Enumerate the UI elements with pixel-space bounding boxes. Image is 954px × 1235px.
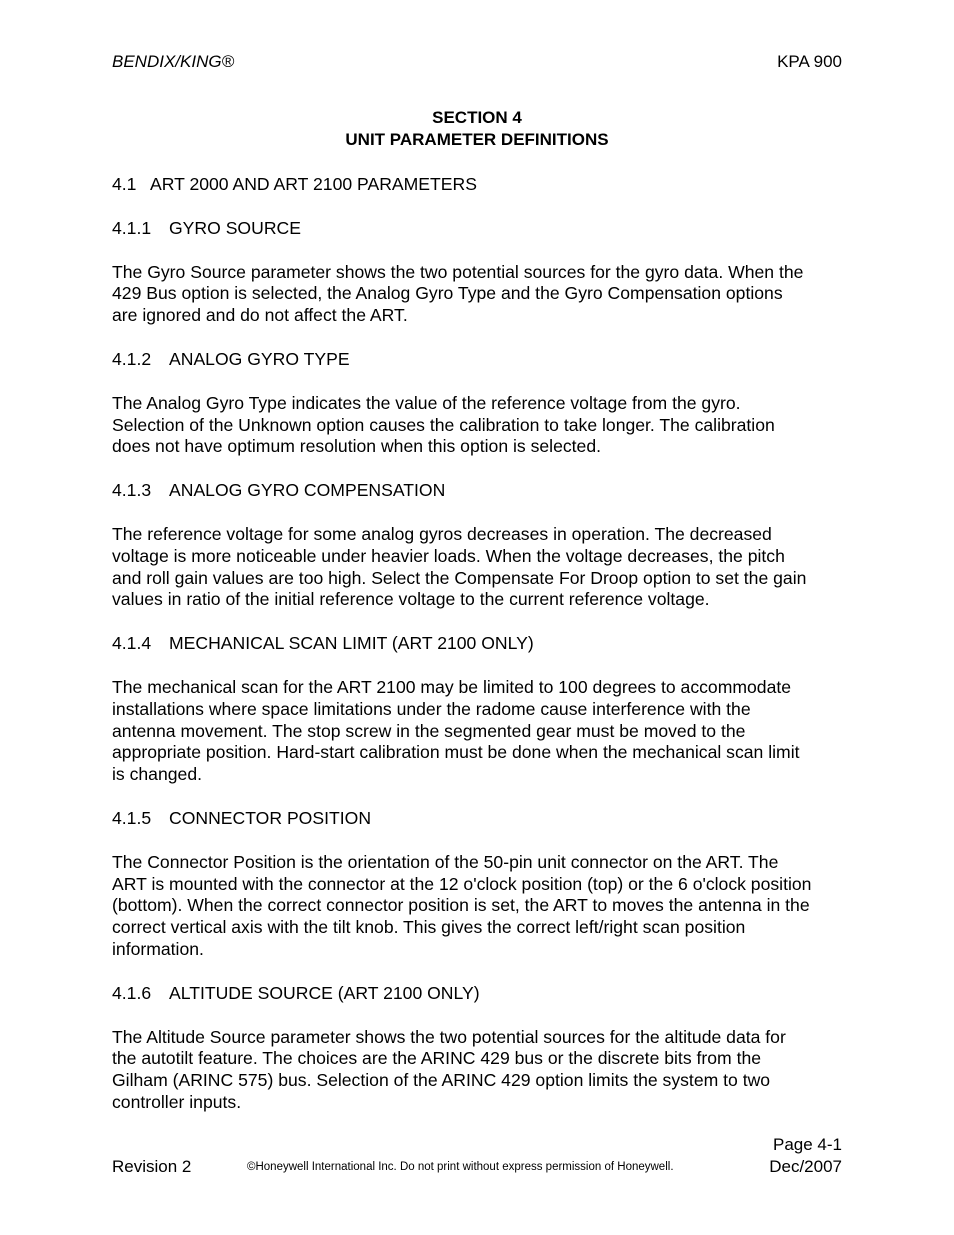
footer-date: Dec/2007 bbox=[769, 1157, 842, 1176]
heading-4-1-5 bbox=[112, 808, 842, 830]
text-line: voltage is more noticeable under heavier loads. When the voltage decreases, the pitch bbox=[112, 545, 785, 566]
paragraph-altitude-source bbox=[112, 1027, 842, 1114]
heading-label: MECHANICAL SCAN LIMIT (ART 2100 ONLY) bbox=[169, 633, 534, 654]
text-line: (bottom). When the correct connector position is set, the ART to moves the antenna in the bbox=[112, 895, 810, 916]
paragraph-gyro-source bbox=[112, 262, 842, 327]
text-line: Gilham (ARINC 575) bus. Selection of the ARINC 429 option limits the system to two bbox=[112, 1070, 771, 1091]
text-line: The reference voltage for some analog gyros decreases in operation. The decreased bbox=[112, 523, 772, 544]
heading-number: 4.1.6 bbox=[112, 982, 152, 1003]
footer-revision: Revision 2 bbox=[112, 1157, 192, 1176]
heading-label: GYRO SOURCE bbox=[169, 217, 301, 238]
text-line: antenna movement. The stop screw in the segmented gear must be moved to the bbox=[112, 720, 746, 741]
text-line: is changed. bbox=[112, 764, 202, 785]
paragraph-mechanical-scan-limit bbox=[112, 677, 842, 786]
text-line: are ignored and do not affect the ART. bbox=[112, 305, 408, 326]
text-line: 429 Bus option is selected, the Analog Gyro Type and the Gyro Compensation options bbox=[112, 283, 783, 304]
text-line: values in ratio of the initial reference voltage to the current reference voltage. bbox=[112, 589, 710, 610]
heading-label: ANALOG GYRO TYPE bbox=[169, 348, 350, 369]
heading-number: 4.1.4 bbox=[112, 633, 152, 654]
text-line: appropriate position. Hard-start calibration must be done when the mechanical scan limit bbox=[112, 742, 800, 763]
section-subtitle: UNIT PARAMETER DEFINITIONS bbox=[345, 130, 609, 149]
heading-number: 4.1.2 bbox=[112, 348, 152, 369]
heading-4-1-1 bbox=[112, 218, 842, 240]
paragraph-analog-gyro-compensation bbox=[112, 524, 842, 611]
heading-number: 4.1.5 bbox=[112, 807, 152, 828]
text-line: information. bbox=[112, 938, 204, 959]
heading-label: CONNECTOR POSITION bbox=[169, 807, 372, 828]
text-line: The Altitude Source parameter shows the two potential sources for the altitude data for bbox=[112, 1026, 786, 1047]
header-model: KPA 900 bbox=[777, 52, 842, 71]
paragraph-analog-gyro-type bbox=[112, 393, 842, 458]
footer-copyright: ©Honeywell International Inc. Do not print without express permission of Honeywell. bbox=[247, 1161, 674, 1173]
heading-4-1 bbox=[112, 174, 842, 196]
text-line: correct vertical axis with the tilt knob. This gives the correct left/right scan position bbox=[112, 917, 746, 938]
document-body bbox=[112, 174, 842, 1136]
heading-label: ANALOG GYRO COMPENSATION bbox=[169, 480, 446, 501]
heading-number: 4.1.1 bbox=[112, 217, 152, 238]
heading-label: ALTITUDE SOURCE (ART 2100 ONLY) bbox=[169, 982, 480, 1003]
text-line: ART is mounted with the connector at the 12 o'clock position (top) or the 6 o'clock position bbox=[112, 873, 812, 894]
text-line: The Connector Position is the orientation of the 50-pin unit connector on the ART. The bbox=[112, 851, 779, 872]
text-line: does not have optimum resolution when this option is selected. bbox=[112, 436, 601, 457]
text-line: The Gyro Source parameter shows the two potential sources for the gyro data. When the bbox=[112, 261, 804, 282]
text-line: the autotilt feature. The choices are the ARINC 429 bus or the discrete bits from the bbox=[112, 1048, 762, 1069]
heading-number: 4.1 bbox=[112, 174, 137, 194]
text-line: The mechanical scan for the ART 2100 may be limited to 100 degrees to accommodate bbox=[112, 676, 792, 697]
text-line: installations where space limitations under the radome cause interference with the bbox=[112, 698, 751, 719]
heading-4-1-4 bbox=[112, 633, 842, 655]
section-title: SECTION 4 bbox=[432, 108, 522, 127]
footer-page-number: Page 4-1 bbox=[773, 1135, 842, 1154]
text-line: and roll gain values are too high. Select the Compensate For Droop option to set the gain bbox=[112, 567, 807, 588]
heading-4-1-3 bbox=[112, 480, 842, 502]
text-line: controller inputs. bbox=[112, 1091, 242, 1112]
heading-number: 4.1.3 bbox=[112, 480, 152, 501]
text-line: The Analog Gyro Type indicates the value of the reference voltage from the gyro. bbox=[112, 392, 741, 413]
heading-4-1-6 bbox=[112, 983, 842, 1005]
paragraph-connector-position bbox=[112, 852, 842, 961]
text-line: Selection of the Unknown option causes the calibration to take longer. The calibration bbox=[112, 414, 775, 435]
heading-label: ART 2000 AND ART 2100 PARAMETERS bbox=[150, 174, 477, 194]
header-brand: BENDIX/KING® bbox=[112, 52, 235, 71]
heading-4-1-2 bbox=[112, 349, 842, 371]
